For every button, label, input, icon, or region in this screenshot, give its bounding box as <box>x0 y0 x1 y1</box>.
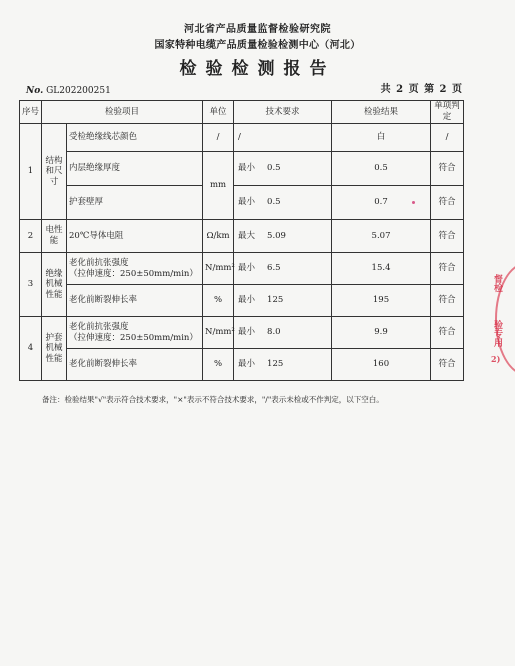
col-header-unit: 单位 <box>203 101 234 124</box>
row-requirement <box>234 220 332 253</box>
row-result: 9.9 <box>332 317 431 349</box>
table-header-row <box>20 101 464 124</box>
row-requirement <box>234 317 332 349</box>
col-header-requirement: 技术要求 <box>234 101 332 124</box>
row-item: 内层绝缘厚度 <box>67 152 203 186</box>
row-result: 160 <box>332 349 431 381</box>
row-requirement <box>234 253 332 285</box>
remarks-note: 备注：检验结果"√"表示符合技术要求，"×"表示不符合技术要求，"/"表示未检或不作判定，以下空白。 <box>42 395 384 404</box>
col-header-seq: 序号 <box>20 101 42 124</box>
row-requirement <box>234 124 332 152</box>
table-row <box>20 253 464 285</box>
row-unit: % <box>203 285 234 317</box>
row-item: 20℃导体电阻 <box>67 220 203 253</box>
table-row <box>20 152 464 186</box>
row-result: 0.7 <box>332 186 431 220</box>
row-verdict: 符合 <box>431 349 464 381</box>
row-item <box>67 317 203 349</box>
row-verdict: 符合 <box>431 186 464 220</box>
row-verdict: 符合 <box>431 253 464 285</box>
req-value: 0.5 <box>267 163 281 174</box>
row-unit: / <box>203 124 234 152</box>
req-type: 最小 <box>238 263 256 274</box>
req-type: 最小 <box>238 327 256 338</box>
row-seq: 4 <box>20 317 42 381</box>
row-result: 0.5 <box>332 152 431 186</box>
row-requirement <box>234 285 332 317</box>
row-seq: 2 <box>20 220 42 253</box>
req-value: 125 <box>267 295 284 306</box>
row-unit: N/mm² <box>203 317 234 349</box>
req-type: 最小 <box>238 295 256 306</box>
table-row <box>20 220 464 253</box>
req-value: 125 <box>267 359 284 370</box>
row-unit: N/mm² <box>203 253 234 285</box>
row-requirement <box>234 186 332 220</box>
row-result: 5.07 <box>332 220 431 253</box>
row-category: 护套机械性能 <box>42 317 67 381</box>
row-unit: mm <box>203 152 234 220</box>
ink-mark <box>412 201 415 204</box>
req-type: 最小 <box>238 197 256 208</box>
table-row <box>20 285 464 317</box>
org-line-2: 国家特种电缆产品质量检验检测中心（河北） <box>154 40 361 51</box>
row-item-sub: （拉伸速度：250±50mm/min） <box>69 332 198 343</box>
req-value: 0.5 <box>267 197 281 208</box>
stamp-text-bottom: 验专用 <box>492 320 502 347</box>
row-verdict: / <box>431 124 464 152</box>
row-category: 结构和尺寸 <box>42 124 67 220</box>
row-unit: Ω/km <box>203 220 234 253</box>
row-item-main: 老化前抗张强度 <box>69 257 129 268</box>
row-item: 老化前断裂伸长率 <box>67 349 203 381</box>
stamp-text-num: 2) <box>491 354 501 364</box>
inspection-table <box>19 100 464 381</box>
col-header-item: 检验项目 <box>42 101 203 124</box>
row-unit: % <box>203 349 234 381</box>
table-row <box>20 186 464 220</box>
req-type: 最小 <box>238 359 256 370</box>
table-row <box>20 124 464 152</box>
row-verdict: 符合 <box>431 317 464 349</box>
row-category: 电性能 <box>42 220 67 253</box>
stamp-text-top: 督检 <box>492 274 502 292</box>
req-value: 6.5 <box>267 263 281 274</box>
official-stamp <box>489 262 515 372</box>
report-number-label: No. <box>26 86 44 96</box>
req-value: 5.09 <box>267 230 286 241</box>
row-seq: 1 <box>20 124 42 220</box>
row-seq: 3 <box>20 253 42 317</box>
row-item: 受检绝缘线芯颜色 <box>67 124 203 152</box>
report-title: 检验检测报告 <box>179 59 336 79</box>
row-requirement <box>234 349 332 381</box>
col-header-verdict: 单项判定 <box>431 101 464 124</box>
req-type: 最大 <box>238 230 256 241</box>
row-verdict: 符合 <box>431 152 464 186</box>
row-result: 15.4 <box>332 253 431 285</box>
report-number-value: GL202200251 <box>46 86 111 96</box>
row-item: 老化前断裂伸长率 <box>67 285 203 317</box>
row-item <box>67 253 203 285</box>
row-verdict: 符合 <box>431 285 464 317</box>
req-value: 8.0 <box>267 327 281 338</box>
row-requirement <box>234 152 332 186</box>
req-type: 最小 <box>238 163 256 174</box>
row-verdict: 符合 <box>431 220 464 253</box>
req-type: / <box>238 132 241 143</box>
page-info: 共 2 页 第 2 页 <box>380 84 463 95</box>
table-row <box>20 349 464 381</box>
col-header-result: 检验结果 <box>332 101 431 124</box>
row-item: 护套壁厚 <box>67 186 203 220</box>
row-result: 白 <box>332 124 431 152</box>
row-item-sub: （拉伸速度：250±50mm/min） <box>69 268 198 279</box>
org-line-1: 河北省产品质量监督检验研究院 <box>184 24 331 35</box>
table-row <box>20 317 464 349</box>
report-number <box>26 86 111 96</box>
row-item-main: 老化前抗张强度 <box>69 321 129 332</box>
row-category: 绝缘机械性能 <box>42 253 67 317</box>
row-result: 195 <box>332 285 431 317</box>
